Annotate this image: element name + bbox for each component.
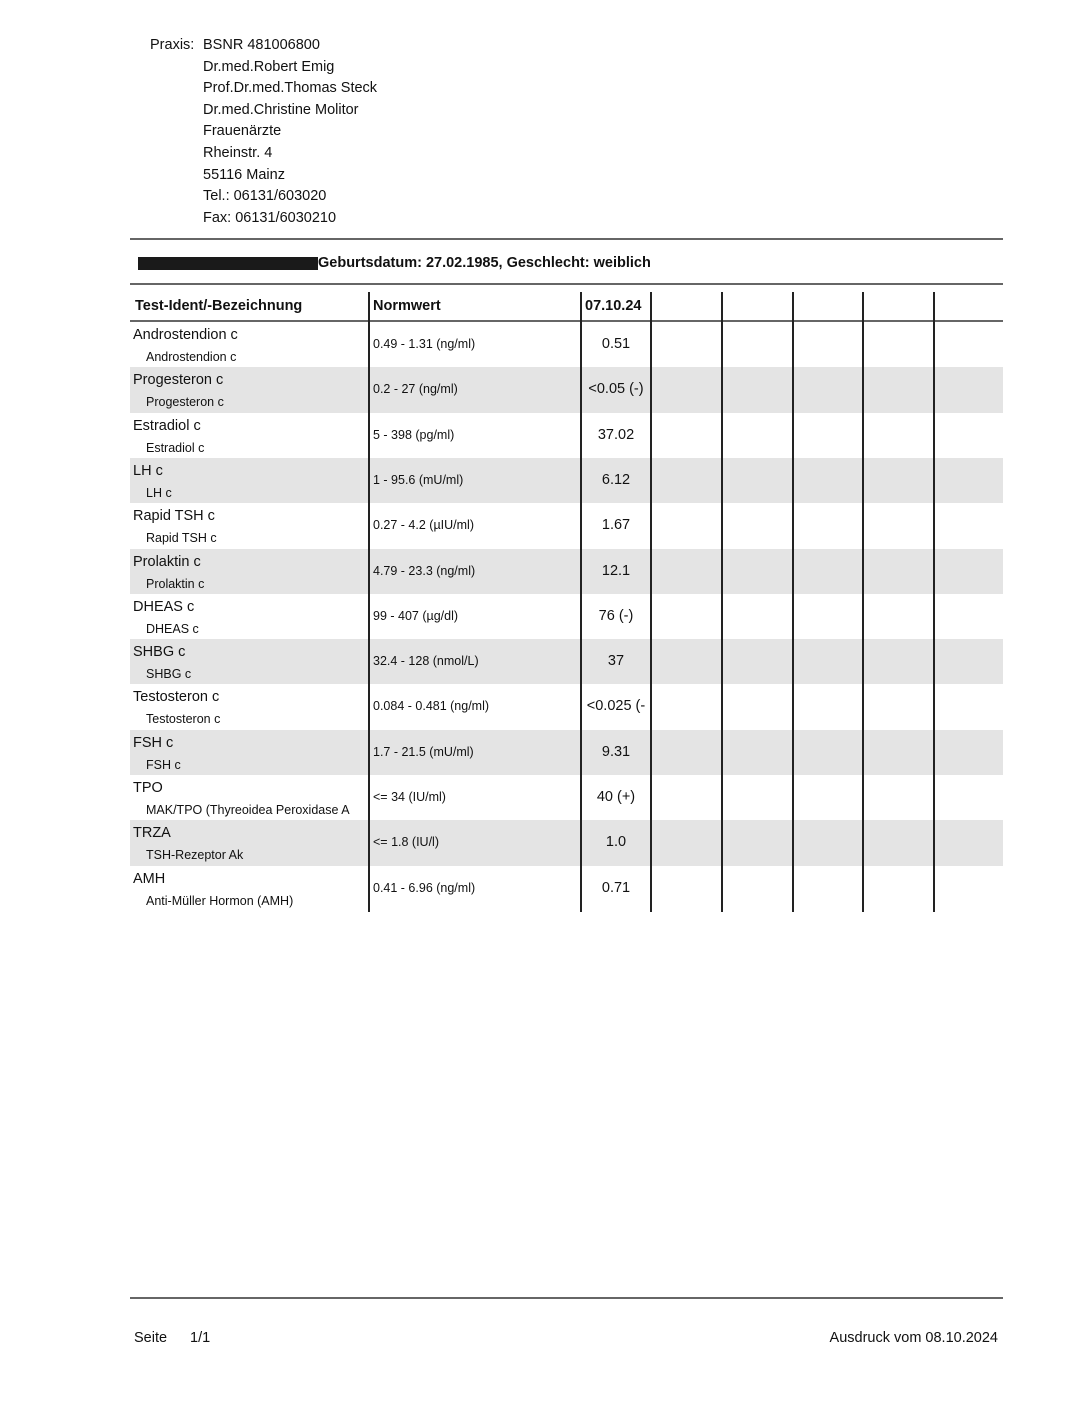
table-row xyxy=(130,866,1003,911)
divider-footer xyxy=(130,1297,1003,1299)
test-name: SHBG c xyxy=(133,644,186,661)
table-row xyxy=(130,594,1003,639)
test-name: TPO xyxy=(133,780,163,796)
table-header xyxy=(130,292,1003,321)
divider-patient xyxy=(130,283,1003,285)
header-date: 07.10.24 xyxy=(585,298,642,314)
test-subname: Estradiol c xyxy=(146,440,205,455)
result-value: 40 (+) xyxy=(596,789,636,805)
reference-range: 99 - 407 (µg/dl) xyxy=(373,608,459,623)
page-label: Seite xyxy=(134,1330,168,1346)
table-row xyxy=(130,775,1003,820)
test-subname: DHEAS c xyxy=(146,621,199,636)
test-subname: FSH c xyxy=(146,757,181,772)
practice-line: Fax: 06131/6030210 xyxy=(203,209,337,226)
practice-line: Tel.: 06131/603020 xyxy=(203,188,327,205)
test-subname: Testosteron c xyxy=(146,712,221,727)
practice-label: Praxis: xyxy=(150,37,195,53)
test-subname: MAK/TPO (Thyreoidea Peroxidase A xyxy=(146,803,350,817)
test-name: AMH xyxy=(133,870,166,887)
column-divider xyxy=(862,292,864,912)
lab-results-table xyxy=(130,292,1003,912)
result-value: <0.05 (-) xyxy=(588,381,644,398)
test-subname: Progesteron c xyxy=(146,395,224,410)
test-name: LH c xyxy=(133,462,163,479)
header-norm: Normwert xyxy=(373,298,441,314)
table-row xyxy=(130,684,1003,729)
test-subname: SHBG c xyxy=(146,667,192,682)
practice-line: Frauenärzte xyxy=(203,123,282,140)
reference-range: 1 - 95.6 (mU/ml) xyxy=(373,472,464,487)
column-divider xyxy=(580,292,582,912)
result-value: <0.025 (- xyxy=(586,698,646,715)
header-underline xyxy=(130,320,1003,322)
reference-range: 1.7 - 21.5 (mU/ml) xyxy=(373,744,474,759)
column-divider xyxy=(650,292,652,912)
result-value: 9.31 xyxy=(601,743,631,760)
test-name: Progesteron c xyxy=(133,372,224,389)
practice-line: 55116 Mainz xyxy=(203,166,285,183)
test-name: FSH c xyxy=(133,734,174,751)
practice-lines xyxy=(203,35,377,229)
result-value: 1.0 xyxy=(605,834,627,851)
result-value: 37 xyxy=(607,653,625,670)
reference-range: 0.084 - 0.481 (ng/ml) xyxy=(373,699,490,714)
print-date: Ausdruck vom 08.10.2024 xyxy=(829,1330,998,1346)
test-name: Rapid TSH c xyxy=(133,508,215,525)
column-divider xyxy=(933,292,935,912)
column-divider xyxy=(792,292,794,912)
reference-range: 0.49 - 1.31 (ng/ml) xyxy=(373,337,476,351)
reference-range: 0.27 - 4.2 (µIU/ml) xyxy=(373,518,474,533)
reference-range: 32.4 - 128 (nmol/L) xyxy=(373,654,479,669)
table-row xyxy=(130,367,1003,412)
column-divider xyxy=(368,292,370,912)
result-value: 1.67 xyxy=(601,517,631,534)
result-value: 76 (-) xyxy=(598,607,634,624)
test-name: DHEAS c xyxy=(133,598,195,615)
result-value: 0.71 xyxy=(601,879,631,896)
result-value: 12.1 xyxy=(601,562,631,579)
practice-line: Rheinstr. 4 xyxy=(203,144,273,161)
result-value: 6.12 xyxy=(601,471,631,488)
column-divider xyxy=(721,292,723,912)
test-subname: Rapid TSH c xyxy=(146,531,217,546)
test-subname: TSH-Rezeptor Ak xyxy=(146,848,244,863)
table-row xyxy=(130,639,1003,684)
redacted-name xyxy=(138,257,318,270)
table-row xyxy=(130,458,1003,503)
header-test: Test-Ident/-Bezeichnung xyxy=(135,298,303,314)
table-row xyxy=(130,503,1003,548)
test-name: Estradiol c xyxy=(133,417,201,434)
table-row xyxy=(130,549,1003,594)
practice-line: Prof.Dr.med.Thomas Steck xyxy=(203,80,378,97)
page-number: 1/1 xyxy=(190,1330,211,1346)
reference-range: 0.41 - 6.96 (ng/ml) xyxy=(373,880,476,895)
reference-range: <= 1.8 (IU/l) xyxy=(373,835,439,850)
test-name: TRZA xyxy=(133,825,171,842)
result-value: 0.51 xyxy=(601,336,631,352)
test-name: Testosteron c xyxy=(133,689,220,706)
table-row xyxy=(130,413,1003,458)
test-name: Prolaktin c xyxy=(133,553,201,570)
patient-birth-sex: Geburtsdatum: 27.02.1985, Geschlecht: weiblich xyxy=(318,255,651,271)
reference-range: 0.2 - 27 (ng/ml) xyxy=(373,382,458,397)
test-subname: LH c xyxy=(146,485,172,500)
divider-top xyxy=(130,238,1003,240)
test-subname: Androstendion c xyxy=(146,350,237,364)
practice-line: BSNR 481006800 xyxy=(203,37,320,53)
practice-line: Dr.med.Robert Emig xyxy=(203,58,335,75)
test-subname: Prolaktin c xyxy=(146,576,205,591)
table-row xyxy=(130,730,1003,775)
practice-line: Dr.med.Christine Molitor xyxy=(203,101,359,118)
table-row xyxy=(130,322,1003,367)
test-name: Androstendion c xyxy=(133,327,238,343)
reference-range: <= 34 (IU/ml) xyxy=(373,790,446,804)
result-value: 37.02 xyxy=(597,426,635,443)
reference-range: 4.79 - 23.3 (ng/ml) xyxy=(373,563,476,578)
test-subname: Anti-Müller Hormon (AMH) xyxy=(146,893,294,908)
table-row xyxy=(130,820,1003,865)
reference-range: 5 - 398 (pg/ml) xyxy=(373,427,455,442)
